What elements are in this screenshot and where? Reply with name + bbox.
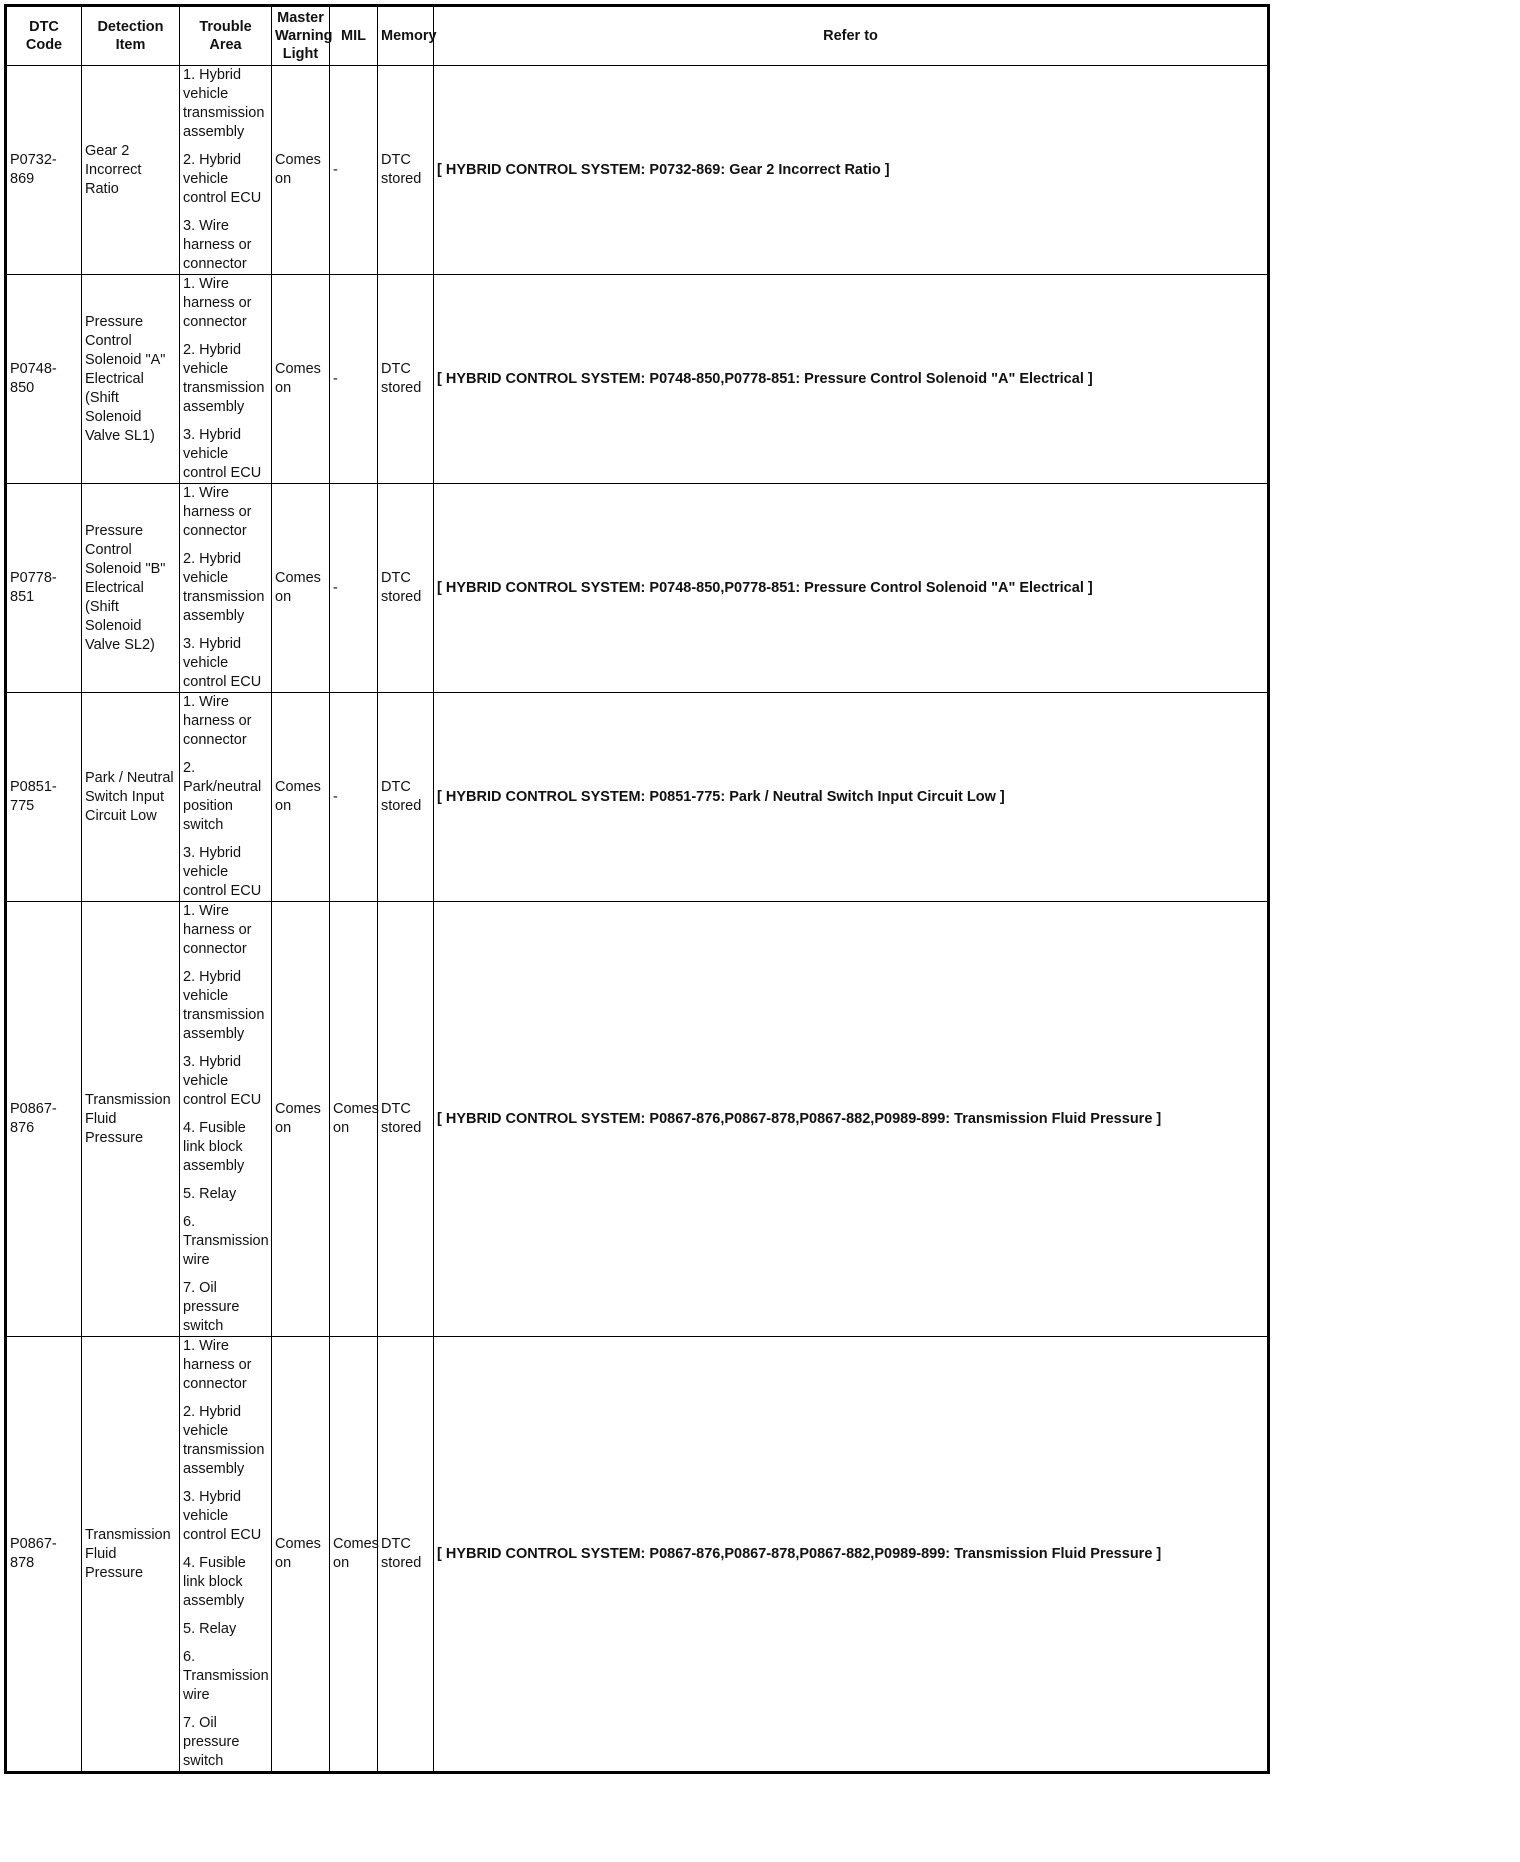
- refer-to-cell: [ HYBRID CONTROL SYSTEM: P0732-869: Gear 2 Incorrect Ratio ]: [434, 66, 1269, 275]
- header-detection-item: Detection Item: [82, 6, 180, 66]
- trouble-area-item: 1. Wire harness or connector: [183, 276, 252, 330]
- trouble-area-item: 1. Wire harness or connector: [183, 485, 252, 539]
- master-warning-light-cell: Comes on: [272, 66, 330, 275]
- table-row: [6, 484, 1269, 693]
- trouble-area-cell: [180, 275, 272, 484]
- trouble-area-item: 5. Relay: [183, 1621, 237, 1637]
- memory-cell: DTC stored: [378, 484, 434, 693]
- detection-item-cell: Pressure Control Solenoid "A" Electrical (Shift Solenoid Valve SL1): [82, 275, 180, 484]
- refer-to-cell: [ HYBRID CONTROL SYSTEM: P0851-775: Park / Neutral Switch Input Circuit Low ]: [434, 693, 1269, 902]
- trouble-area-item: 7. Oil pressure switch: [183, 1715, 240, 1769]
- trouble-area-item: 3. Hybrid vehicle control ECU: [183, 636, 262, 690]
- detection-item-cell: Pressure Control Solenoid "B" Electrical (Shift Solenoid Valve SL2): [82, 484, 180, 693]
- table-row: [6, 902, 1269, 1337]
- detection-item-cell: Park / Neutral Switch Input Circuit Low: [82, 693, 180, 902]
- trouble-area-cell: [180, 1337, 272, 1773]
- detection-item-cell: Transmission Fluid Pressure: [82, 1337, 180, 1773]
- dtc-code-cell: P0732-869: [6, 66, 82, 275]
- memory-cell: DTC stored: [378, 275, 434, 484]
- mil-cell: -: [330, 66, 378, 275]
- trouble-area-item: 3. Hybrid vehicle control ECU: [183, 1054, 262, 1108]
- header-mil: MIL: [330, 6, 378, 66]
- dtc-code-cell: P0867-876: [6, 902, 82, 1337]
- trouble-area-item: 2. Hybrid vehicle transmission assembly: [183, 969, 265, 1042]
- refer-to-cell: [ HYBRID CONTROL SYSTEM: P0867-876,P0867-878,P0867-882,P0989-899: Transmission Fluid Pressure ]: [434, 1337, 1269, 1773]
- trouble-area-item: 4. Fusible link block assembly: [183, 1555, 246, 1609]
- mil-cell: Comes on: [330, 1337, 378, 1773]
- trouble-area-item: 5. Relay: [183, 1186, 237, 1202]
- master-warning-light-cell: Comes on: [272, 693, 330, 902]
- header-dtc-code: DTC Code: [6, 6, 82, 66]
- header-master-warning-light: Master Warning Light: [272, 6, 330, 66]
- refer-to-cell: [ HYBRID CONTROL SYSTEM: P0867-876,P0867-878,P0867-882,P0989-899: Transmission Fluid Pressure ]: [434, 902, 1269, 1337]
- master-warning-light-cell: Comes on: [272, 1337, 330, 1773]
- dtc-code-cell: P0851-775: [6, 693, 82, 902]
- mil-cell: -: [330, 693, 378, 902]
- trouble-area-item: 2. Hybrid vehicle transmission assembly: [183, 1404, 265, 1477]
- header-row: [6, 6, 1269, 66]
- trouble-area-item: 4. Fusible link block assembly: [183, 1120, 246, 1174]
- table-row: [6, 66, 1269, 275]
- trouble-area-cell: [180, 66, 272, 275]
- detection-item-cell: Gear 2 Incorrect Ratio: [82, 66, 180, 275]
- trouble-area-item: 2. Hybrid vehicle transmission assembly: [183, 342, 265, 415]
- dtc-table: [4, 4, 1270, 1774]
- trouble-area-item: 6. Transmission wire: [183, 1214, 269, 1268]
- master-warning-light-cell: Comes on: [272, 275, 330, 484]
- trouble-area-item: 1. Wire harness or connector: [183, 1338, 252, 1392]
- master-warning-light-cell: Comes on: [272, 902, 330, 1337]
- mil-cell: -: [330, 275, 378, 484]
- trouble-area-item: 3. Hybrid vehicle control ECU: [183, 845, 262, 899]
- trouble-area-item: 6. Transmission wire: [183, 1649, 269, 1703]
- trouble-area-item: 2. Park/neutral position switch: [183, 760, 262, 833]
- header-refer-to: Refer to: [434, 6, 1269, 66]
- trouble-area-item: 2. Hybrid vehicle transmission assembly: [183, 551, 265, 624]
- trouble-area-item: 2. Hybrid vehicle control ECU: [183, 152, 262, 206]
- dtc-code-cell: P0778-851: [6, 484, 82, 693]
- trouble-area-cell: [180, 484, 272, 693]
- memory-cell: DTC stored: [378, 1337, 434, 1773]
- refer-to-cell: [ HYBRID CONTROL SYSTEM: P0748-850,P0778-851: Pressure Control Solenoid "A" Electrical ]: [434, 275, 1269, 484]
- trouble-area-item: 1. Wire harness or connector: [183, 903, 252, 957]
- trouble-area-item: 1. Hybrid vehicle transmission assembly: [183, 67, 265, 140]
- trouble-area-item: 3. Hybrid vehicle control ECU: [183, 1489, 262, 1543]
- table-row: [6, 693, 1269, 902]
- header-trouble-area: Trouble Area: [180, 6, 272, 66]
- header-memory: Memory: [378, 6, 434, 66]
- trouble-area-item: 3. Hybrid vehicle control ECU: [183, 427, 262, 481]
- refer-to-cell: [ HYBRID CONTROL SYSTEM: P0748-850,P0778-851: Pressure Control Solenoid "A" Electrical ]: [434, 484, 1269, 693]
- mil-cell: Comes on: [330, 902, 378, 1337]
- table-row: [6, 1337, 1269, 1773]
- memory-cell: DTC stored: [378, 693, 434, 902]
- table-row: [6, 275, 1269, 484]
- trouble-area-item: 3. Wire harness or connector: [183, 218, 252, 272]
- trouble-area-item: 1. Wire harness or connector: [183, 694, 252, 748]
- dtc-table-wrapper: [4, 4, 1267, 1774]
- trouble-area-cell: [180, 693, 272, 902]
- dtc-code-cell: P0867-878: [6, 1337, 82, 1773]
- table-body: [6, 66, 1269, 1773]
- trouble-area-cell: [180, 902, 272, 1337]
- master-warning-light-cell: Comes on: [272, 484, 330, 693]
- memory-cell: DTC stored: [378, 66, 434, 275]
- trouble-area-item: 7. Oil pressure switch: [183, 1280, 240, 1334]
- dtc-code-cell: P0748-850: [6, 275, 82, 484]
- memory-cell: DTC stored: [378, 902, 434, 1337]
- detection-item-cell: Transmission Fluid Pressure: [82, 902, 180, 1337]
- mil-cell: -: [330, 484, 378, 693]
